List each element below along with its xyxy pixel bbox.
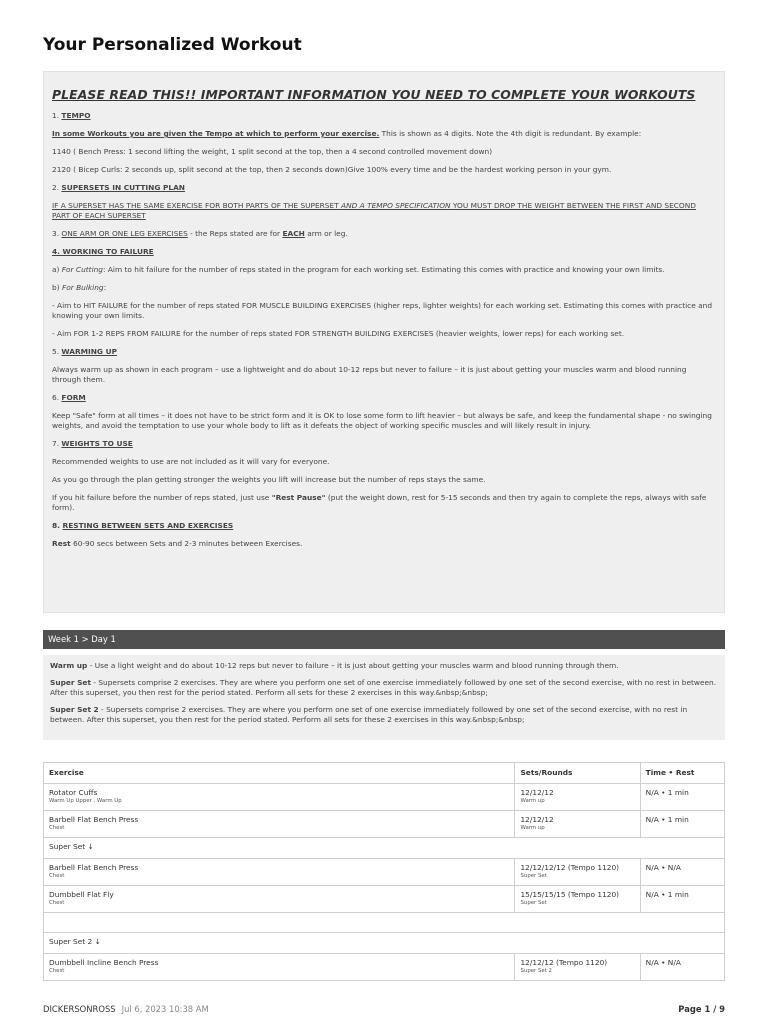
superset2-description: Super Set 2 - Supersets comprise 2 exercises. They are where you perform one set of one exercise immediately followed by one set of the second exercise, with no rest in between. After this superset, you then rest for the period stated. Perform all sets for these 2 exercises in this way.&nbsp;&nbsp; [50, 705, 688, 724]
sets-value: 12/12/12 (Tempo 1120) [520, 958, 608, 967]
failure-bulking-label: b) For Bulking: [52, 283, 107, 292]
exercise-name: Dumbbell Incline Bench Press [49, 958, 159, 967]
col-exercise-header: Exercise [44, 763, 515, 784]
section-failure-title: 4. WORKING TO FAILURE [52, 247, 154, 256]
sets-type: Super Set 2 [520, 968, 552, 974]
footer-username: DICKERSONROSS [43, 1004, 116, 1014]
week-day-bar: Week 1 > Day 1 [43, 630, 725, 649]
warming-text: Always warm up as shown in each program – use a lightweight and do about 10-12 reps but never to failure – it is just about getting your muscles warm and blood running through them. [52, 365, 687, 384]
superset-description: Super Set - Supersets comprise 2 exercises. They are where you perform one set of one exercise immediately followed by one set of the second exercise, with no rest in between. After this superset, you then rest for the period stated. Perform all sets for these 2 exercises in this way.&nbsp;&nbsp; [50, 678, 717, 697]
day-description-box [43, 655, 725, 740]
sets-type: Super Set [520, 873, 547, 879]
resting-text: Rest 60-90 secs between Sets and 2-3 minutes between Exercises. [52, 539, 303, 548]
time-rest-value: N/A • 1 min [640, 811, 724, 838]
failure-bulking-2: - Aim FOR 1-2 REPS FROM FAILURE for the number of reps stated FOR STRENGTH BUILDING EXERCISES (heavier weights, lower reps) for each working set. [52, 329, 625, 338]
exercise-category: Chest [49, 900, 65, 906]
table-row [44, 784, 725, 811]
exercise-category: Warm Up Upper , Warm Up [49, 798, 122, 804]
exercise-category: Chest [49, 825, 65, 831]
table-row [44, 954, 725, 981]
tempo-example-1: 1140 ( Bench Press: 1 second lifting the weight, 1 split second at the top, then a 4 second controlled movement down) [52, 147, 493, 156]
weights-text-1: Recommended weights to use are not included as it will vary for everyone. [52, 457, 330, 466]
weights-text-3: If you hit failure before the number of reps stated, just use "Rest Pause" (put the weight down, rest for 5-15 seconds and then try again to complete the reps, always with safe form). [52, 493, 707, 512]
sets-value: 12/12/12 [520, 815, 554, 824]
time-rest-value: N/A • N/A [640, 954, 724, 981]
time-rest-value: N/A • 1 min [640, 886, 724, 913]
warmup-description: Warm up - Use a light weight and do about 10-12 reps but never to failure – it is just about getting your muscles warm and blood running through them. [50, 661, 619, 670]
spacer-row [44, 913, 725, 933]
section-resting-title: 8. RESTING BETWEEN SETS AND EXERCISES [52, 521, 234, 530]
section-form-title: 6. FORM [52, 393, 86, 402]
spacer-cell [44, 913, 725, 933]
table-row [44, 886, 725, 913]
time-rest-value: N/A • 1 min [640, 784, 724, 811]
exercise-name: Barbell Flat Bench Press [49, 863, 139, 872]
section-tempo-title: 1. TEMPO [52, 111, 91, 120]
exercise-name: Barbell Flat Bench Press [49, 815, 139, 824]
sets-value: 12/12/12/12 (Tempo 1120) [520, 863, 620, 872]
superset-group-row [44, 933, 725, 954]
exercise-category: Chest [49, 968, 65, 974]
sets-type: Super Set [520, 900, 547, 906]
tempo-example-2: 2120 ( Bicep Curls: 2 seconds up, split second at the top, then 2 seconds down)Give 100% every time and be the hardest working person in your gym. [52, 165, 612, 174]
section-one-arm: 3. ONE ARM OR ONE LEG EXERCISES - the Reps stated are for EACH arm or leg. [52, 229, 348, 238]
superset-group-label: Super Set ↓ [44, 838, 725, 859]
weights-text-2: As you go through the plan getting stronger the weights you lift will increase but the number of reps stays the same. [52, 475, 486, 484]
footer-date: Jul 6, 2023 10:38 AM [121, 1004, 209, 1014]
superset-group-label: Super Set 2 ↓ [44, 933, 725, 954]
superset-group-row [44, 838, 725, 859]
page-title: Your Personalized Workout [43, 35, 302, 55]
col-time-header: Time • Rest [640, 763, 724, 784]
section-supersets-title: 2. SUPERSETS IN CUTTING PLAN [52, 183, 185, 192]
sets-type: Warm up [520, 825, 545, 831]
col-sets-header: Sets/Rounds [515, 763, 640, 784]
exercise-category: Chest [49, 873, 65, 879]
table-header-row [44, 763, 725, 784]
failure-cutting: a) For Cutting: Aim to hit failure for the number of reps stated in the program for each working set. Estimating this comes with practice and knowing your own limits. [52, 265, 665, 274]
table-row [44, 859, 725, 886]
sets-value: 15/15/15/15 (Tempo 1120) [520, 890, 620, 899]
sets-value: 12/12/12 [520, 788, 554, 797]
form-text: Keep "Safe" form at all times – it does not have to be strict form and it is OK to lose some form to lift heavier – but always be safe, and keep the fundamental shape - no swinging weights, and avoid the temptation to use your whole body to lift as it defeats the object of working specific muscles and will likely result in injury. [52, 411, 712, 430]
table-row [44, 811, 725, 838]
important-info-box [43, 71, 725, 613]
sets-type: Warm up [520, 798, 545, 804]
failure-bulking-1: - Aim to HIT FAILURE for the number of reps stated FOR MUSCLE BUILDING EXERCISES (higher reps, lighter weights) for each working set. Estimating this comes with practice and knowing your own limits. [52, 301, 713, 320]
exercise-name: Rotator Cuffs [49, 788, 98, 797]
time-rest-value: N/A • N/A [640, 859, 724, 886]
tempo-intro: In some Workouts you are given the Tempo at which to perform your exercise. This is shown as 4 digits. Note the 4th digit is redundant. By example: [52, 129, 642, 138]
footer-user-info [43, 1004, 209, 1014]
exercise-table [43, 762, 725, 981]
exercise-name: Dumbbell Flat Fly [49, 890, 114, 899]
section-warming-title: 5. WARMING UP [52, 347, 117, 356]
page-number: Page 1 / 9 [678, 1004, 725, 1014]
section-weights-title: 7. WEIGHTS TO USE [52, 439, 133, 448]
supersets-text: IF A SUPERSET HAS THE SAME EXERCISE FOR BOTH PARTS OF THE SUPERSET AND A TEMPO SPECIFICATION YOU MUST DROP THE WEIGHT BETWEEN THE FIRST AND SECOND PART OF EACH SUPERSET [52, 201, 696, 220]
info-heading: PLEASE READ THIS!! IMPORTANT INFORMATION YOU NEED TO COMPLETE YOUR WORKOUTS [52, 87, 696, 102]
